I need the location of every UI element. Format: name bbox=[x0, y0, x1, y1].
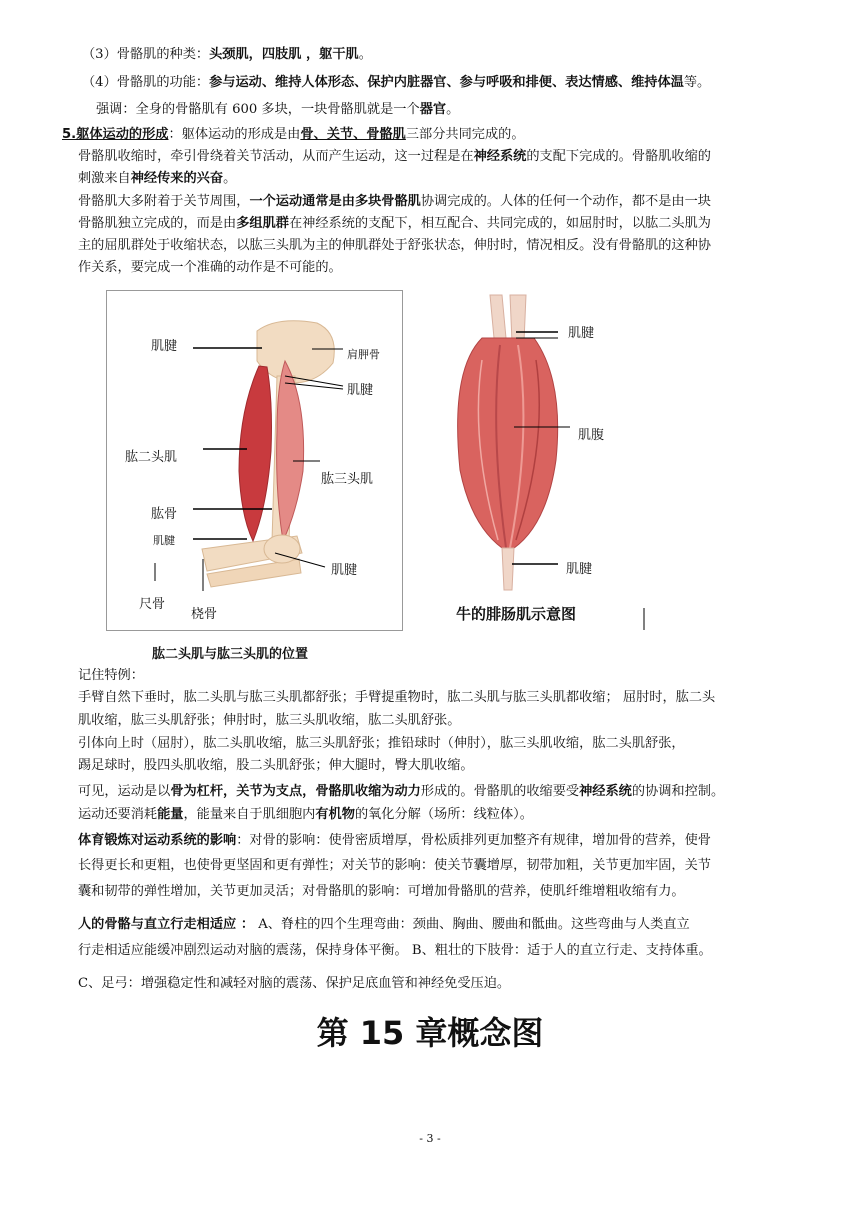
bold-text: 体育锻炼对运动系统的影响 bbox=[78, 833, 237, 848]
label-tendon-top: 肌腱 bbox=[151, 339, 178, 354]
bold-text: 骨、关节、骨骼肌 bbox=[300, 127, 406, 142]
text: 的支配下完成的。骨骼肌收缩的 bbox=[526, 149, 711, 164]
label-biceps: 肱二头肌 bbox=[125, 450, 178, 465]
bold-text: 器官 bbox=[419, 102, 447, 117]
text: 等。 bbox=[683, 75, 711, 90]
page-number: - 3 - bbox=[419, 1132, 441, 1145]
chapter-title: 第 15 章概念图 bbox=[316, 1014, 544, 1052]
bold-text: 人的骨骼与直立行走相适应 ： bbox=[78, 917, 255, 932]
paragraph-line bbox=[78, 148, 711, 166]
label-tendon-bottom: 肌腱 bbox=[566, 562, 593, 577]
text: ：躯体运动的形成是由 bbox=[168, 127, 301, 142]
text: 。 bbox=[358, 47, 372, 62]
paragraph-line bbox=[78, 193, 711, 211]
text: 三部分共同完成的。 bbox=[405, 127, 525, 142]
label-triceps: 肱三头肌 bbox=[321, 472, 374, 487]
text: ，能量来自于肌细胞内 bbox=[183, 807, 316, 822]
movement-formation-heading bbox=[62, 126, 525, 144]
bold-text: 头颈肌，四肢肌 ，躯干肌 bbox=[209, 47, 359, 62]
bold-text: 骨为杠杆，关节为支点，骨骼肌收缩为动力 bbox=[170, 784, 421, 799]
text: 强调：全身的骨骼肌有 600 多块，一块骨骼肌就是一个 bbox=[96, 102, 420, 117]
text: 骨骼肌收缩时，牵引骨绕着关节活动，从而产生运动，这一过程是在 bbox=[78, 149, 474, 164]
text: 可见，运动是以 bbox=[78, 784, 171, 799]
bold-text: 多组肌群 bbox=[236, 216, 289, 231]
muscle-function-line bbox=[82, 74, 710, 92]
muscle-types-line bbox=[82, 46, 372, 64]
label-tendon-mid: 肌腱 bbox=[347, 383, 374, 398]
label-ulna: 尺骨 bbox=[139, 597, 166, 612]
paragraph-line bbox=[78, 170, 236, 188]
bold-text: 神经系统 bbox=[473, 149, 527, 164]
text: 运动还要消耗 bbox=[78, 807, 158, 822]
text: 在神经系统的支配下，相互配合、共同完成的，如屈肘时，以肱二头肌为 bbox=[289, 216, 711, 231]
text: 。 bbox=[446, 102, 460, 117]
section-heading: 5.躯体运动的形成 bbox=[62, 127, 169, 142]
bold-text: 一个运动通常是由 bbox=[249, 194, 355, 209]
text: 形成的。骨骼肌的收缩要受 bbox=[420, 784, 580, 799]
paragraph-line: 引体向上时（屈肘），肱二头肌收缩，肱三头肌舒张；推铅球时（伸肘），肱三头肌收缩，肱二头肌舒张， bbox=[78, 736, 685, 751]
bold-text: 有机物 bbox=[315, 807, 355, 822]
label-tendon-right: 肌腱 bbox=[331, 563, 358, 578]
emphasis-line bbox=[96, 101, 459, 119]
paragraph-line: 踢足球时，股四头肌收缩，股二头肌舒张；伸大腿时，臀大肌收缩。 bbox=[78, 758, 474, 773]
figure1-caption: 肱二头肌与肱三头肌的位置 bbox=[152, 647, 309, 662]
bold-text: 神经传来的兴奋 bbox=[130, 171, 224, 186]
paragraph-line: 作关系，要完成一个准确的动作是不可能的。 bbox=[78, 260, 342, 275]
bold-text: 参与运动、维持人体形态、保护内脏器官、参与呼吸和排便、表达情感、维持体温 bbox=[209, 75, 684, 90]
text: 的氧化分解（场所：线粒体）。 bbox=[354, 807, 533, 822]
label-belly: 肌腹 bbox=[578, 428, 605, 443]
figure2-caption: 牛的腓肠肌示意图 bbox=[456, 605, 577, 623]
paragraph-line: 手臂自然下垂时，肱二头肌与肱三头肌都舒张；手臂提重物时，肱二头肌与肱三头肌都收缩； 屈肘时，肱二头 bbox=[78, 690, 716, 705]
paragraph-line: 囊和韧带的弹性增加，关节更加灵活；对骨骼肌的影响：可增加骨骼肌的营养，使肌纤维增粗收缩有力。 bbox=[78, 884, 685, 899]
text: ：对骨的影响：使骨密质增厚，骨松质排列更加整齐有规律，增加骨的营养，使骨 bbox=[236, 833, 711, 848]
text: 刺激来自 bbox=[78, 171, 131, 186]
paragraph-line bbox=[78, 215, 711, 233]
energy-line bbox=[78, 806, 533, 824]
paragraph-line: 长得更长和更粗，也使骨更坚固和更有弹性；对关节的影响：使关节囊增厚，韧带加粗，关节更加牢固，关节 bbox=[78, 858, 711, 873]
summary-line bbox=[78, 783, 724, 801]
muscle-illustration bbox=[410, 290, 660, 635]
arm-muscle-figure bbox=[106, 290, 403, 631]
label-tendon-top: 肌腱 bbox=[568, 326, 595, 341]
label-scapula: 肩胛骨 bbox=[347, 348, 380, 361]
label-tendon-low: 肌腱 bbox=[153, 534, 175, 547]
gastrocnemius-figure bbox=[410, 290, 660, 635]
exercise-line bbox=[78, 832, 711, 850]
paragraph-line: 肌收缩，肱三头肌舒张；伸肘时，肱三头肌收缩，肱二头肌舒张。 bbox=[78, 713, 461, 728]
text: 的协调和控制。 bbox=[631, 784, 725, 799]
upright-walking-line bbox=[78, 916, 690, 934]
bold-text: 神经系统 bbox=[579, 784, 632, 799]
label-radius: 桡骨 bbox=[191, 607, 218, 622]
text: 骨骼肌独立完成的，而是由 bbox=[78, 216, 237, 231]
text: （4）骨骼肌的功能： bbox=[82, 75, 210, 90]
paragraph-line: 主的屈肌群处于收缩状态，以肱三头肌为主的伸肌群处于舒张状态，伸肘时，情况相反。没有骨骼肌的这种协 bbox=[78, 238, 711, 253]
text: 。 bbox=[223, 171, 237, 186]
paragraph-line: C、足弓：增强稳定性和减轻对脑的震荡、保护足底血管和神经免受压迫。 bbox=[78, 976, 511, 991]
text: A、脊柱的四个生理弯曲：颈曲、胸曲、腰曲和骶曲。这些弯曲与人类直立 bbox=[254, 917, 690, 932]
label-humerus: 肱骨 bbox=[151, 507, 178, 522]
bold-text: 能量 bbox=[157, 807, 184, 822]
text: （3）骨骼肌的种类： bbox=[82, 47, 210, 62]
remember-heading: 记住特例： bbox=[78, 668, 144, 683]
paragraph-line: 行走相适应能缓冲剧烈运动对脑的震荡，保持身体平衡。 B、粗壮的下肢骨：适于人的直立行走、支持体重。 bbox=[78, 943, 712, 958]
text: 协调完成的。人体的任何一个动作，都不是由一块 bbox=[420, 194, 711, 209]
text: 骨骼肌大多附着于关节周围， bbox=[78, 194, 250, 209]
bold-text: 多块骨骼肌 bbox=[354, 194, 421, 209]
